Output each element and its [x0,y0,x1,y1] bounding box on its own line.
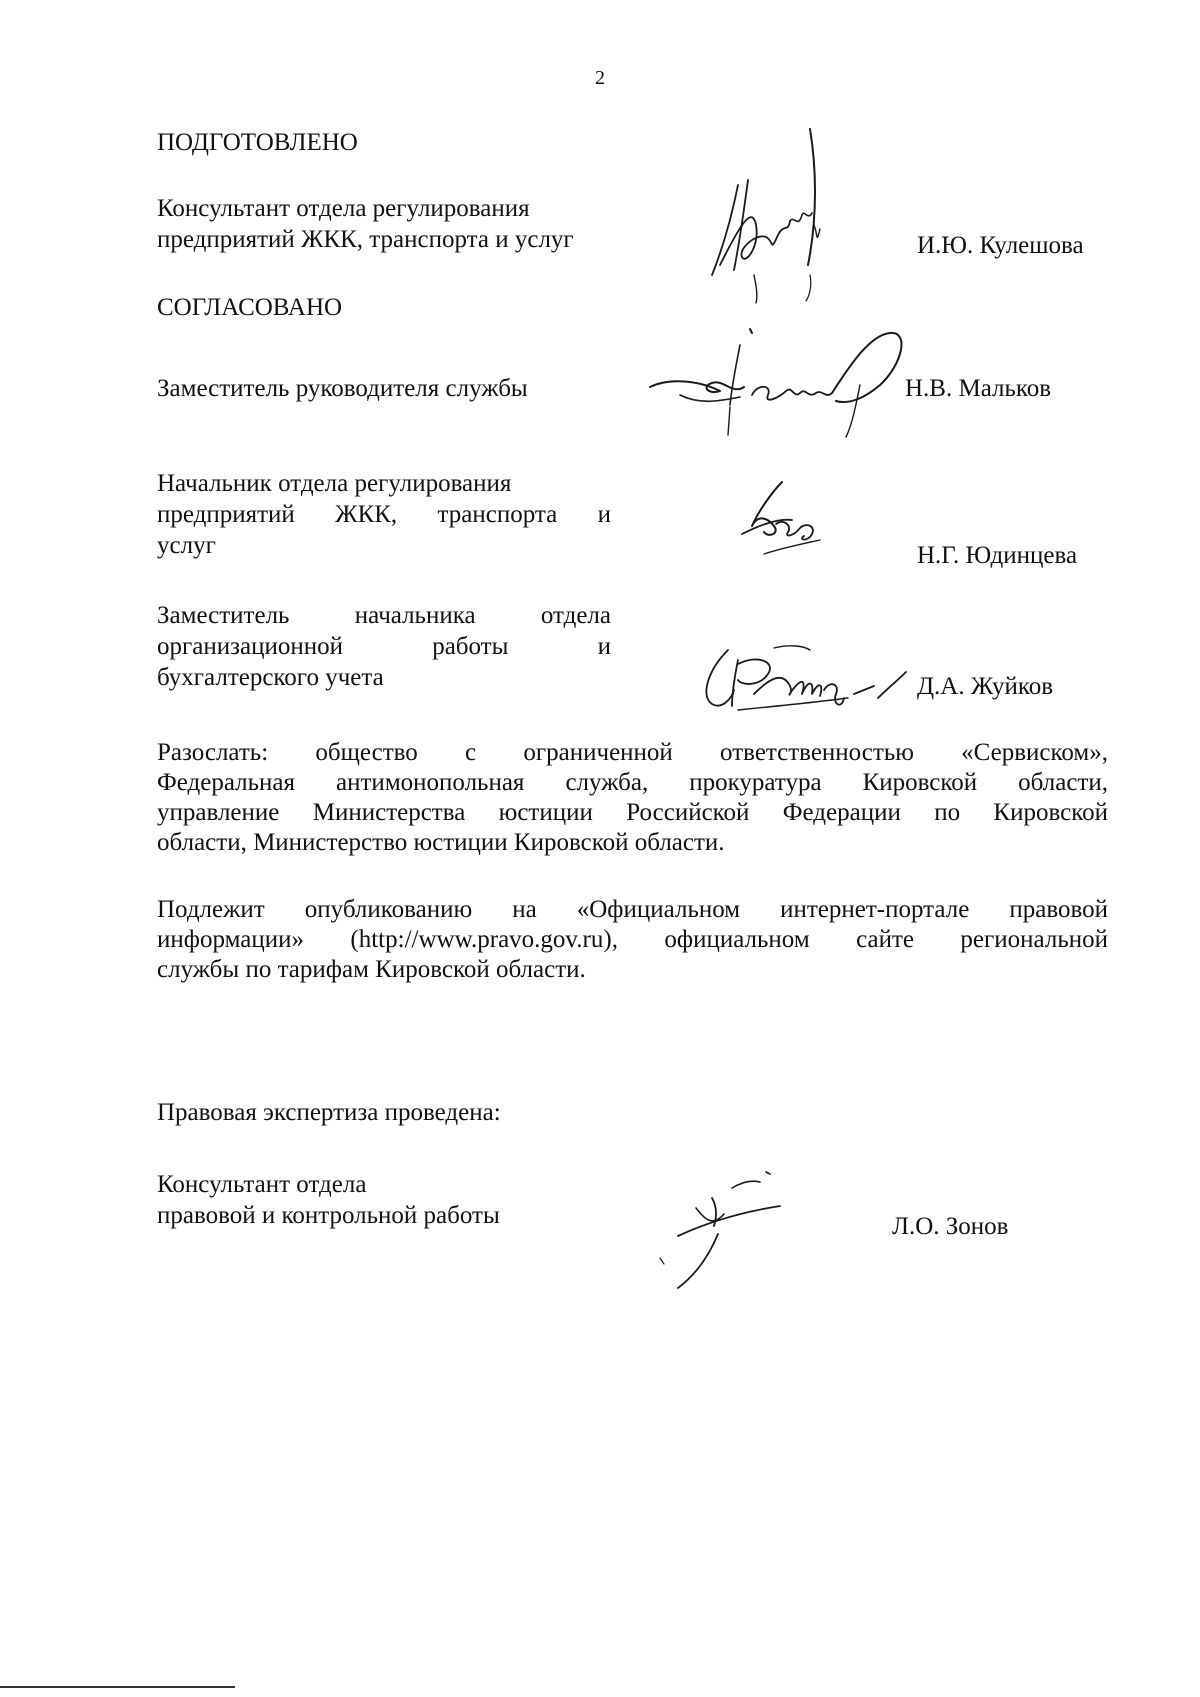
signatory-3-position-line-1: Заместитель начальника отдела [157,602,611,629]
distribution-line-1: Разослать: общество с ограниченной ответственностью «Сервиском», [157,739,1108,766]
prepared-position-line-1: Консультант отдела регулирования [157,195,530,222]
signature-zonov [648,1168,788,1293]
legal-review-position [157,1169,637,1231]
agreed-heading: СОГЛАСОВАНО [157,294,343,321]
distribution-line-3: управление Министерства юстиции Российской Федерации по Кировской [157,799,1108,826]
legal-review-position-line-1: Консультант отдела [157,1171,367,1198]
signatory-1-position-line-1: Заместитель руководителя службы [157,375,528,402]
signatory-3-position [157,600,611,693]
signatory-3-position-line-2: организационной работы и [157,633,611,660]
legal-review-position-line-2: правовой и контрольной работы [157,1202,500,1229]
signature-malkov [640,325,920,440]
prepared-heading: ПОДГОТОВЛЕНО [157,129,358,156]
prepared-name: И.Ю. Кулешова [917,232,1084,259]
page-number: 2 [595,67,605,89]
signatory-2-name: Н.Г. Юдинцева [917,542,1078,569]
signatory-2-position-line-3: услуг [157,532,216,559]
prepared-position-line-2: предприятий ЖКК, транспорта и услуг [157,226,574,253]
signatory-1-name: Н.В. Мальков [905,375,1052,402]
legal-review-name: Л.О. Зонов [892,1213,1009,1240]
footer-rule [0,1686,235,1688]
publication-line-1: Подлежит опубликованию на «Официальном интернет-портале правовой [157,896,1108,923]
distribution-paragraph [157,738,1108,858]
signature-kuleshova [690,125,850,310]
signatory-3-name: Д.А. Жуйков [917,673,1054,700]
signatory-1-position [157,373,637,404]
signatory-3-position-line-3: бухгалтерского учета [157,664,384,691]
prepared-position [157,193,637,255]
signature-yudintseva [728,478,838,558]
legal-review-heading: Правовая экспертиза проведена: [157,1099,501,1126]
publication-line-3: службы по тарифам Кировской области. [157,956,586,983]
signature-zhuikov [698,640,913,715]
signatory-2-position-line-1: Начальник отдела регулирования [157,470,512,497]
distribution-line-4: области, Министерство юстиции Кировской области. [157,829,725,856]
distribution-line-2: Федеральная антимонопольная служба, прокуратура Кировской области, [157,769,1108,796]
publication-line-2: информации» (http://www.pravo.gov.ru), официальном сайте региональной [157,926,1108,953]
signatory-2-position-line-2: предприятий ЖКК, транспорта и [157,501,611,528]
publication-paragraph [157,895,1108,985]
signatory-2-position [157,468,611,561]
